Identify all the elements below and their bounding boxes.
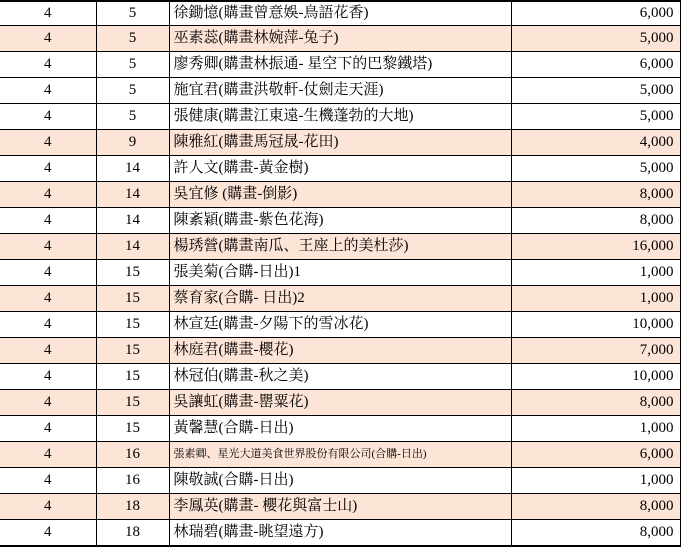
table-row: [0, 130, 680, 156]
table-row: [0, 156, 680, 182]
amount-cell: 1,000: [511, 260, 680, 286]
description-cell: 林宣廷(購畫-夕陽下的雪冰花): [169, 312, 511, 338]
month-cell: 4: [0, 520, 96, 547]
description-cell: 許人文(購畫-黃金樹): [169, 156, 511, 182]
table-row: [0, 442, 680, 468]
month-cell: 4: [0, 234, 96, 260]
day-cell: 14: [96, 208, 169, 234]
month-cell: 4: [0, 364, 96, 390]
amount-cell: 8,000: [511, 182, 680, 208]
day-cell: 5: [96, 26, 169, 52]
amount-cell: 5,000: [511, 78, 680, 104]
table-row: [0, 26, 680, 52]
amount-cell: 5,000: [511, 104, 680, 130]
day-cell: 18: [96, 520, 169, 547]
description-cell: 張素卿、星光大道美食世界股份有限公司(合購-日出): [169, 442, 511, 468]
table-row: [0, 520, 680, 547]
description-cell: 林瑞碧(購畫-眺望遠方): [169, 520, 511, 547]
description-cell: 吳宜修 (購畫-倒影): [169, 182, 511, 208]
day-cell: 5: [96, 52, 169, 78]
amount-cell: 10,000: [511, 364, 680, 390]
day-cell: 9: [96, 130, 169, 156]
day-cell: 5: [96, 1, 169, 26]
month-cell: 4: [0, 78, 96, 104]
amount-cell: 5,000: [511, 26, 680, 52]
month-cell: 4: [0, 260, 96, 286]
amount-cell: 16,000: [511, 234, 680, 260]
table-row: [0, 1, 680, 26]
month-cell: 4: [0, 442, 96, 468]
month-cell: 4: [0, 26, 96, 52]
table-row: [0, 312, 680, 338]
month-cell: 4: [0, 286, 96, 312]
day-cell: 14: [96, 234, 169, 260]
description-cell: 陳敬誠(合購-日出): [169, 468, 511, 494]
amount-cell: 6,000: [511, 52, 680, 78]
description-cell: 徐鋤憶(購畫曾意娛-鳥語花香): [169, 1, 511, 26]
table-row: [0, 260, 680, 286]
table-row: [0, 338, 680, 364]
month-cell: 4: [0, 1, 96, 26]
month-cell: 4: [0, 338, 96, 364]
day-cell: 15: [96, 364, 169, 390]
table-row: [0, 416, 680, 442]
amount-cell: 1,000: [511, 468, 680, 494]
description-cell: 蔡育家(合購- 日出)2: [169, 286, 511, 312]
amount-cell: 7,000: [511, 338, 680, 364]
month-cell: 4: [0, 468, 96, 494]
description-cell: 施宜君(購畫洪敬軒-仗劍走天涯): [169, 78, 511, 104]
table-row: [0, 78, 680, 104]
day-cell: 15: [96, 416, 169, 442]
day-cell: 14: [96, 156, 169, 182]
day-cell: 15: [96, 312, 169, 338]
table-row: [0, 182, 680, 208]
day-cell: 15: [96, 286, 169, 312]
ledger-body: [0, 1, 680, 546]
description-cell: 陳紊穎(購畫-紫色花海): [169, 208, 511, 234]
day-cell: 15: [96, 390, 169, 416]
description-cell: 陳雅紅(購畫馬冠晟-花田): [169, 130, 511, 156]
month-cell: 4: [0, 104, 96, 130]
amount-cell: 4,000: [511, 130, 680, 156]
month-cell: 4: [0, 156, 96, 182]
description-cell: 李鳳英(購畫- 櫻花與富士山): [169, 494, 511, 520]
day-cell: 16: [96, 468, 169, 494]
amount-cell: 6,000: [511, 1, 680, 26]
day-cell: 15: [96, 338, 169, 364]
amount-cell: 1,000: [511, 416, 680, 442]
table-row: [0, 494, 680, 520]
table-row: [0, 234, 680, 260]
month-cell: 4: [0, 182, 96, 208]
day-cell: 15: [96, 260, 169, 286]
month-cell: 4: [0, 390, 96, 416]
description-cell: 張美菊(合購-日出)1: [169, 260, 511, 286]
description-cell: 林冠伯(購畫-秋之美): [169, 364, 511, 390]
description-cell: 林庭君(購畫-櫻花): [169, 338, 511, 364]
month-cell: 4: [0, 52, 96, 78]
description-cell: 張健康(購畫江東遠-生機蓬勃的大地): [169, 104, 511, 130]
day-cell: 18: [96, 494, 169, 520]
table-row: [0, 468, 680, 494]
month-cell: 4: [0, 416, 96, 442]
description-cell: 吳讓虹(購畫-罌粟花): [169, 390, 511, 416]
table-row: [0, 52, 680, 78]
description-cell: 廖秀卿(購畫林振通- 星空下的巴黎鐵塔): [169, 52, 511, 78]
day-cell: 16: [96, 442, 169, 468]
month-cell: 4: [0, 312, 96, 338]
table-row: [0, 390, 680, 416]
description-cell: 楊琇營(購畫南瓜、王座上的美杜莎): [169, 234, 511, 260]
table-row: [0, 286, 680, 312]
amount-cell: 6,000: [511, 442, 680, 468]
month-cell: 4: [0, 208, 96, 234]
day-cell: 5: [96, 78, 169, 104]
description-cell: 黃馨慧(合購-日出): [169, 416, 511, 442]
table-row: [0, 208, 680, 234]
amount-cell: 10,000: [511, 312, 680, 338]
month-cell: 4: [0, 494, 96, 520]
amount-cell: 8,000: [511, 520, 680, 547]
amount-cell: 1,000: [511, 286, 680, 312]
table-row: [0, 364, 680, 390]
day-cell: 5: [96, 104, 169, 130]
description-cell: 巫素蕊(購畫林婉萍-兔子): [169, 26, 511, 52]
table-row: [0, 104, 680, 130]
amount-cell: 8,000: [511, 494, 680, 520]
amount-cell: 8,000: [511, 208, 680, 234]
day-cell: 14: [96, 182, 169, 208]
amount-cell: 8,000: [511, 390, 680, 416]
month-cell: 4: [0, 130, 96, 156]
amount-cell: 5,000: [511, 156, 680, 182]
